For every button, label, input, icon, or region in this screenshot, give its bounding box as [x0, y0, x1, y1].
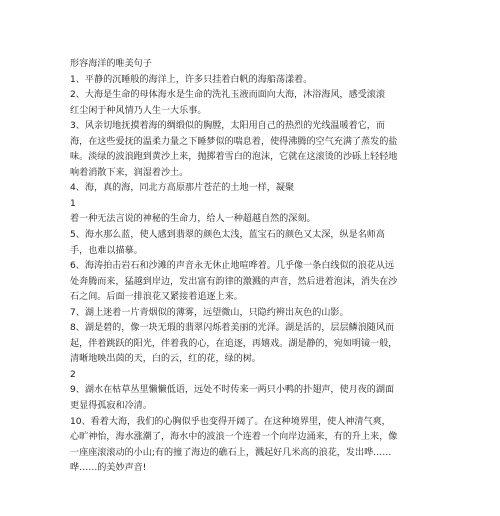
text-line: 起，伴着跳跃的阳光，伴着我的心，在追逐，再嬉戏。湖是静的，宛如明镜一般，: [70, 338, 398, 349]
text-line: 2、大海是生命的母体海水是生命的洗礼玉液而面向大海，沐浴海风，感受滚滚: [70, 90, 385, 101]
text-line: 哗……的美妙声音!: [70, 463, 147, 474]
text-line: 10、看着大海，我们的心胸似乎也变得开阔了。在这种境界里，使人神清气爽，: [70, 416, 391, 427]
text-line: 红尘闲于种风情乃人生一大乐事。: [70, 105, 207, 116]
text-line: 海，在这些爱抚的温柔力量之下睡梦似的喘息着，使得沸腾的空气充满了蒸发的盐: [70, 136, 398, 147]
text-line: 6、海涛拍击岩石和沙滩的声音永无休止地喧哗着。几乎像一条白线似的浪花从远: [70, 261, 395, 272]
text-line: 石之间。后面一排浪花又紧接着追逐上来。: [70, 292, 243, 303]
text-line: 更显得孤寂和冷清。: [70, 401, 152, 412]
text-line: 处奔腾而来，猛越到岸边，发出富有韵律的激溅的声音，然后进着泡沫，消失在沙: [70, 276, 398, 287]
text-line: 8、湖是碧的，像一块无瑕的翡翠闪烁着美丽的光泽。湖是活的，层层鳞浪随风而: [70, 323, 395, 334]
text-line: 4、海，真的海，同北方高原那片苍茫的土地一样，凝聚: [70, 183, 295, 194]
text-line: 手，也难以描摹。: [70, 245, 143, 256]
page-number-marker: 2: [70, 369, 76, 380]
text-line: 着一种无法言说的神秘的生命力，给人一种超越自然的深刻。: [70, 214, 316, 225]
text-line: 心旷神怡，海水涨潮了，海水中的波浪一个连着一个向岸边涌来，有的升上来，像: [70, 432, 398, 443]
text-line: 3、风亲切地抚摸着海的绸缎似的胸膛，太阳用自己的热烈的光线温暖着它，而: [70, 121, 385, 132]
text-line: 5、海水那么蓝，使人感到翡翠的颜色太浅，蓝宝石的颜色又太深，纵是名师高: [70, 230, 385, 241]
text-line: 9、湖水在枯草丛里懒懒低语，远处不时传来一两只小鸭的扑翅声，使月夜的湖面: [70, 385, 395, 396]
document-title: 形容海洋的唯美句子: [70, 59, 152, 69]
text-line: 7、湖上迷着一片青烟似的薄雾，远望微山，只隐约辨出灰色的山影。: [70, 307, 349, 318]
text-line: 味。淡绿的波浪跑到黄沙上来，抛掷着雪白的泡沫，它就在这滚烫的沙砾上轻轻地: [70, 152, 398, 163]
text-line: 一座座滚滚动的小山;有的撞了海边的礁石上，溅起好几米高的浪花，发出哗……: [70, 447, 392, 458]
text-line: 响着消散下来，润湿着沙土。: [70, 167, 189, 178]
text-line: 1、平静的沉睡般的海洋上，许多只挂着白帆的海船荡漾着。: [70, 74, 313, 85]
text-line: 清晰地映出茵的天，白的云，红的花，绿的树。: [70, 354, 261, 365]
page-number-marker: 1: [70, 198, 76, 209]
document-body: [70, 57, 438, 477]
